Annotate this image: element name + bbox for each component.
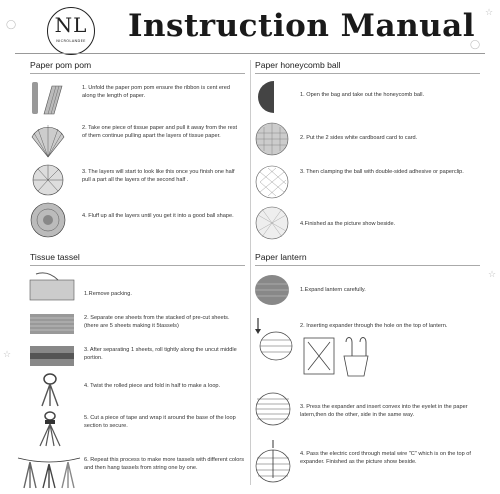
pompom-step-4: 4. Fluff up all the layers until you get it into a good ball shape. (82, 213, 234, 219)
section-underline (255, 73, 480, 74)
expanded-lantern-illustration (252, 270, 292, 310)
star-doodle-icon: ☆ (3, 350, 12, 360)
star-doodle-icon: ☆ (485, 8, 494, 18)
pompom-step-2: 2. Take one piece of tissue paper and pull it away from the rest of them continue pulling apart the layers of tissue paper. (82, 125, 238, 139)
logo-subtitle: NICROLANDEE (56, 39, 86, 43)
section-heading-pompom: Paper pom pom (30, 60, 92, 70)
balloon-doodle-icon: ◯ (6, 20, 17, 30)
page-title: Instruction Manual (128, 8, 476, 44)
section-underline (255, 265, 480, 266)
finished-pompom-illustration (28, 200, 68, 240)
honeycomb-step-1: 1. Open the bag and take out the honeycomb ball. (300, 92, 425, 98)
tassel-garland-illustration (16, 452, 82, 490)
taped-tassel-illustration (32, 410, 68, 448)
tassel-step-1: 1.Remove packing. (84, 291, 132, 297)
press-expander-illustration (252, 388, 294, 430)
half-fluffed-pompom-illustration (28, 160, 68, 200)
honeycomb-step-3: 3. Then clamping the ball with double-sided adhesive or paperclip. (300, 169, 464, 175)
brand-logo (47, 7, 95, 55)
section-heading-tassel: Tissue tassel (30, 252, 80, 262)
column-divider (250, 60, 251, 485)
expander-wire-illustration (302, 332, 374, 382)
honeycomb-step-4: 4.Finished as the picture show beside. (300, 221, 396, 227)
section-heading-lantern: Paper lantern (255, 252, 307, 262)
finished-honeycomb-illustration (252, 203, 292, 243)
tassel-step-3: 3. After separating 1 sheets, roll tightly along the uncut middle portion. (84, 347, 237, 361)
lantern-step-3: 3. Press the expander and insert convex into the eyelet in the paper latern,then do the other, side in the same way. (300, 404, 468, 418)
folded-honeycomb-illustration (252, 77, 292, 117)
honeycomb-step-2: 2. Put the 2 sides white cardboard card to card. (300, 135, 418, 141)
star-doodle-icon: ☆ (488, 270, 497, 280)
clamped-honeycomb-illustration (252, 162, 292, 202)
hanging-lantern-illustration (252, 440, 294, 486)
logo-mark: NL (54, 13, 88, 37)
tassel-step-6: 6. Repeat this process to make more tassels with different colors and then hang tassels from string one by one. (84, 457, 245, 471)
lantern-step-1: 1.Expand lantern carefully. (300, 287, 366, 293)
section-underline (30, 265, 245, 266)
header-divider (15, 53, 485, 54)
tassel-step-2: 2. Separate one sheets from the stacked of pre-cut sheets.(there are 5 sheets making it 5tassels) (84, 315, 230, 329)
lantern-step-2: 2. Inserting expander through the hole on the top of lantern. (300, 323, 448, 329)
section-heading-honeycomb: Paper honeycomb ball (255, 60, 341, 70)
stacked-sheets-illustration (28, 310, 76, 338)
insert-expander-illustration (252, 316, 294, 362)
pompom-step-1: 1. Unfold the paper pom pom ensure the ribbon is cent ered along the length of paper. (82, 85, 231, 99)
section-underline (30, 73, 245, 74)
balloon-doodle-icon: ◯ (470, 40, 481, 50)
rolled-sheet-illustration (28, 342, 76, 370)
packed-tissue-illustration (28, 270, 76, 306)
twisted-loop-illustration (32, 372, 68, 408)
open-honeycomb-illustration (252, 119, 292, 159)
pompom-step-3: 3. The layers will start to look like this once you finish one half pull a part all the layers of the second half . (82, 169, 235, 183)
tassel-step-5: 5. Cut a piece of tape and wrap it around the base of the loop section to secure. (84, 415, 236, 429)
lantern-step-4: 4. Pass the electric cord through metal wire "C" which is on the top of expander. Finished as the picture show beside. (300, 451, 471, 465)
folded-pompom-illustration (28, 78, 68, 118)
fan-pompom-illustration (28, 121, 68, 161)
tassel-step-4: 4. Twist the rolled piece and fold in half to make a loop. (84, 383, 221, 389)
